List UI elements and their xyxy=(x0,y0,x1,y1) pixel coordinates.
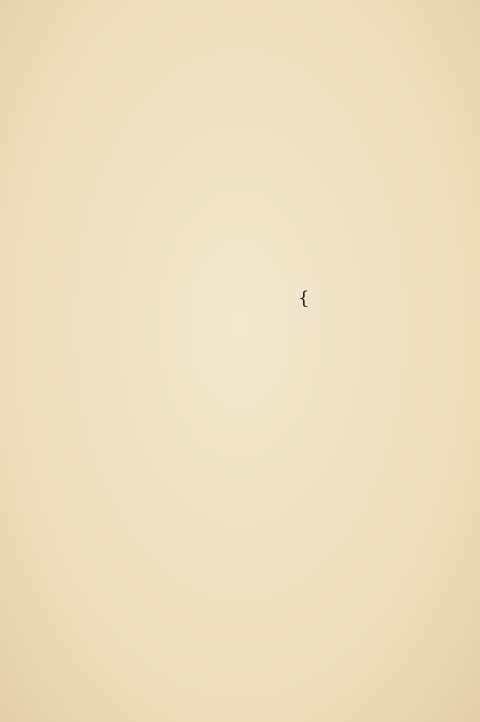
chorus-brace: { xyxy=(298,288,310,309)
